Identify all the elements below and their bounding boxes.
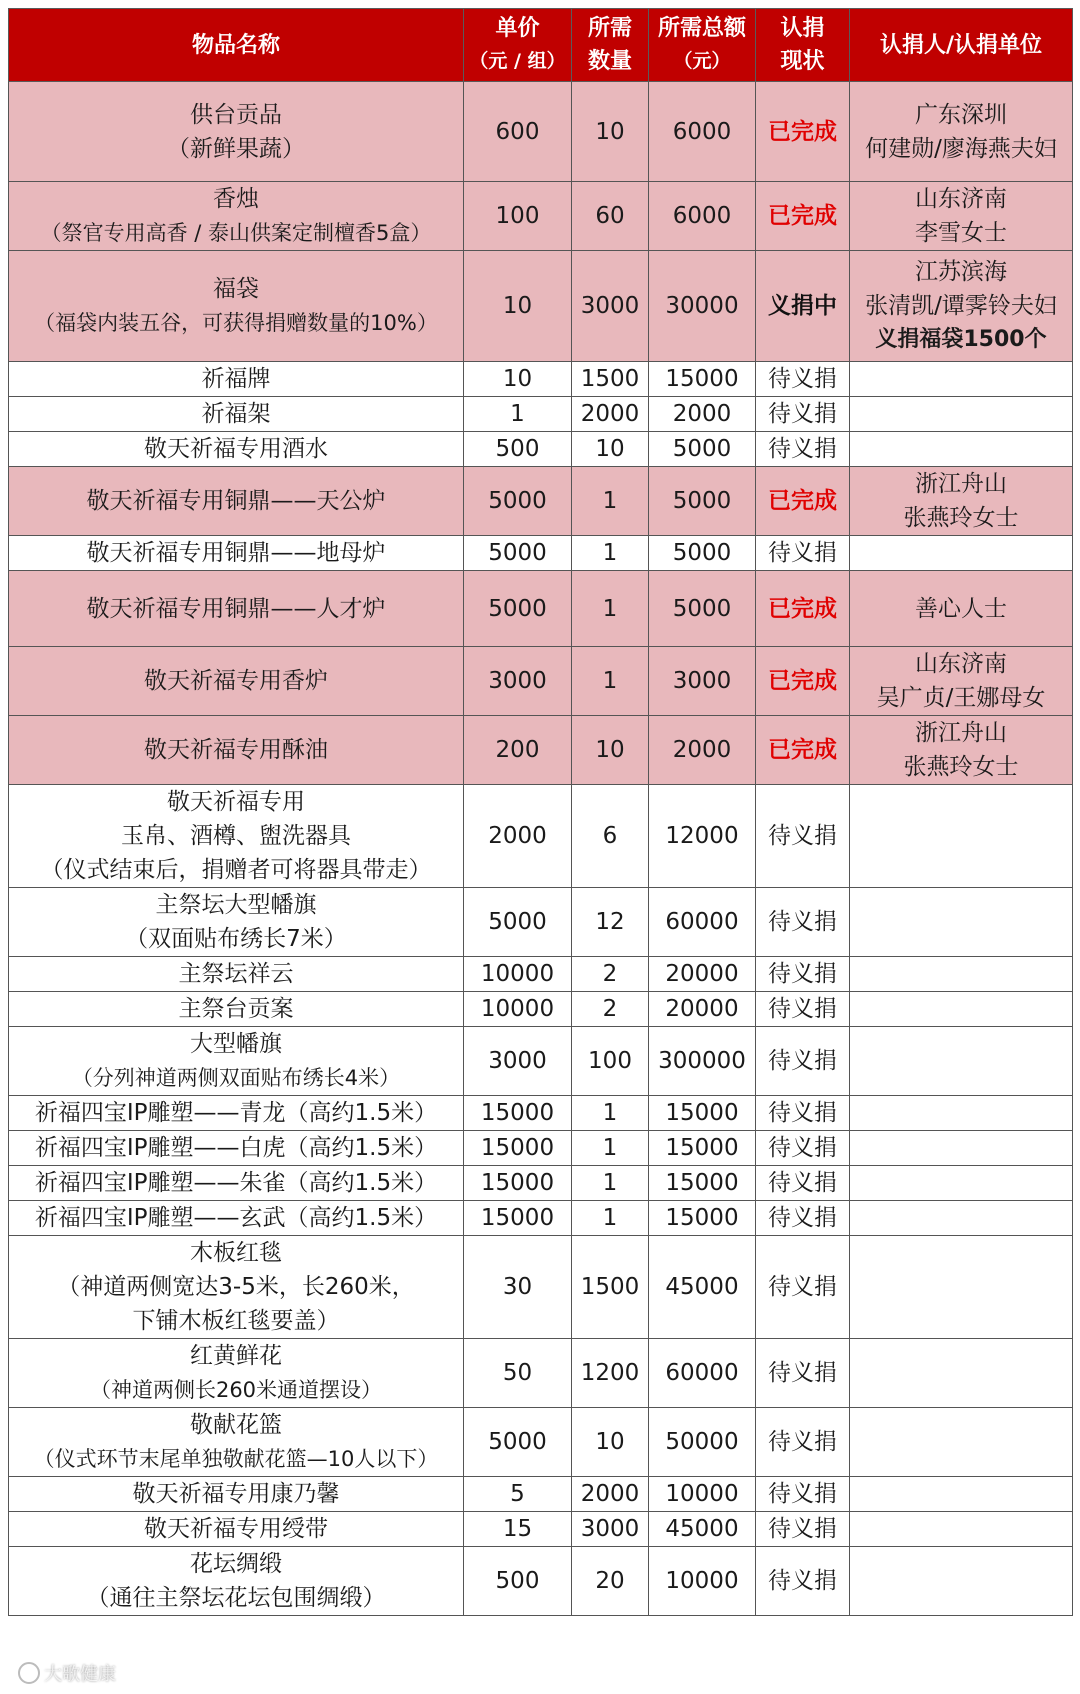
item-name-line: （仪式环节末尾单独敬献花篮—10人以下） (33, 1447, 439, 1471)
donation-table-wrapper (8, 8, 1072, 1616)
status-cell (756, 467, 850, 536)
item-name-cell (9, 1166, 464, 1201)
table-header-row (9, 9, 1073, 82)
donor-line: 张清凯/谭霁铃夫妇 (865, 293, 1057, 319)
donor-cell (850, 888, 1073, 957)
status-cell (756, 571, 850, 647)
status-cell (756, 1477, 850, 1512)
unit-price-cell: 5000 (464, 571, 572, 647)
donor-cell (850, 362, 1073, 397)
item-name-line: 敬天祈福专用 (167, 789, 305, 815)
item-name-cell (9, 467, 464, 536)
item-name-line: 花坛绸缎 (190, 1551, 282, 1577)
donor-line: 山东济南 (915, 651, 1007, 677)
table-row (9, 888, 1073, 957)
donor-line: 山东济南 (915, 186, 1007, 212)
item-name-line: 祈福架 (201, 401, 271, 427)
status-cell (756, 251, 850, 362)
quantity-cell: 1 (572, 1096, 649, 1131)
item-name-line: （祭官专用高香 / 泰山供案定制檀香5盒） (40, 221, 432, 245)
unit-price-cell: 200 (464, 716, 572, 785)
item-name-cell (9, 716, 464, 785)
item-name-line: （双面贴布绣长7米） (125, 926, 347, 952)
table-row (9, 785, 1073, 888)
donor-cell (850, 1408, 1073, 1477)
donor-cell (850, 467, 1073, 536)
quantity-cell: 1 (572, 647, 649, 716)
table-row (9, 1408, 1073, 1477)
header-quantity-line: 数量 (587, 49, 632, 74)
item-name-cell (9, 888, 464, 957)
item-name-cell (9, 1096, 464, 1131)
status-badge: 待义捐 (768, 823, 837, 849)
item-name-line: （通往主祭坛花坛包围绸缎） (86, 1585, 386, 1611)
table-row (9, 716, 1073, 785)
donor-cell (850, 1236, 1073, 1339)
status-badge: 待义捐 (768, 1481, 837, 1507)
header-quantity (572, 9, 649, 82)
unit-price-cell: 30 (464, 1236, 572, 1339)
donor-cell (850, 647, 1073, 716)
quantity-cell: 12 (572, 888, 649, 957)
donor-cell (850, 182, 1073, 251)
item-name-line: 祈福四宝IP雕塑——青龙（高约1.5米） (34, 1100, 438, 1126)
unit-price-cell: 5000 (464, 536, 572, 571)
table-row (9, 1339, 1073, 1408)
quantity-cell: 1500 (572, 362, 649, 397)
donor-cell (850, 1027, 1073, 1096)
status-badge: 义捐中 (768, 293, 837, 319)
donor-line: 广东深圳 (915, 101, 1007, 128)
item-name-cell (9, 1131, 464, 1166)
status-badge: 待义捐 (768, 996, 837, 1022)
unit-price-cell: 5000 (464, 888, 572, 957)
item-name-cell (9, 362, 464, 397)
unit-price-cell: 1 (464, 397, 572, 432)
item-name-line: （神道两侧宽达3-5米，长260米， (57, 1274, 415, 1300)
item-name-cell (9, 432, 464, 467)
status-badge: 待义捐 (768, 401, 837, 427)
status-badge: 待义捐 (768, 961, 837, 987)
status-badge: 待义捐 (768, 1205, 837, 1231)
unit-price-cell: 3000 (464, 647, 572, 716)
table-row (9, 397, 1073, 432)
unit-price-cell: 10000 (464, 992, 572, 1027)
status-badge: 待义捐 (768, 1568, 837, 1594)
donor-cell (850, 571, 1073, 647)
donor-cell (850, 432, 1073, 467)
donor-cell (850, 536, 1073, 571)
donor-cell (850, 1477, 1073, 1512)
quantity-cell: 2000 (572, 1477, 649, 1512)
table-row (9, 647, 1073, 716)
quantity-cell: 1 (572, 467, 649, 536)
item-name-line: 主祭台贡案 (178, 996, 294, 1022)
status-cell (756, 785, 850, 888)
status-cell (756, 1408, 850, 1477)
table-row (9, 1547, 1073, 1616)
status-cell (756, 957, 850, 992)
quantity-cell: 2 (572, 957, 649, 992)
total-cell: 15000 (649, 1131, 756, 1166)
header-status-line: 认捐 (780, 16, 825, 41)
total-cell: 15000 (649, 362, 756, 397)
total-cell: 20000 (649, 992, 756, 1027)
quantity-cell: 60 (572, 182, 649, 251)
total-cell: 2000 (649, 397, 756, 432)
status-badge: 已完成 (768, 668, 837, 694)
status-badge: 待义捐 (768, 1429, 837, 1455)
quantity-cell: 1 (572, 1166, 649, 1201)
item-name-cell (9, 82, 464, 182)
total-cell: 300000 (649, 1027, 756, 1096)
donor-cell (850, 1096, 1073, 1131)
quantity-cell: 10 (572, 716, 649, 785)
item-name-cell (9, 785, 464, 888)
header-unit-price-line: 单价 (495, 16, 540, 41)
item-name-cell (9, 1408, 464, 1477)
item-name-line: 敬天祈福专用铜鼎——天公炉 (86, 488, 386, 514)
status-cell (756, 1236, 850, 1339)
item-name-line: 福袋 (213, 276, 259, 302)
quantity-cell: 3000 (572, 1512, 649, 1547)
donor-line: 浙江舟山 (915, 720, 1007, 746)
total-cell: 45000 (649, 1236, 756, 1339)
table-row (9, 362, 1073, 397)
unit-price-cell: 15000 (464, 1166, 572, 1201)
item-name-cell (9, 647, 464, 716)
table-row (9, 571, 1073, 647)
unit-price-cell: 5000 (464, 467, 572, 536)
status-badge: 待义捐 (768, 1360, 837, 1386)
header-item-name (9, 9, 464, 82)
item-name-line: 下铺木板红毯要盖） (132, 1308, 340, 1334)
item-name-line: 敬天祈福专用香炉 (144, 668, 328, 694)
status-cell (756, 992, 850, 1027)
item-name-line: （新鲜果蔬） (167, 135, 305, 162)
header-total-line: 所需总额 (657, 16, 746, 41)
status-badge: 已完成 (768, 118, 837, 145)
unit-price-cell: 10 (464, 251, 572, 362)
unit-price-cell: 50 (464, 1339, 572, 1408)
status-cell (756, 1166, 850, 1201)
header-status-line: 现状 (780, 49, 825, 74)
status-badge: 已完成 (768, 737, 837, 763)
total-cell: 6000 (649, 82, 756, 182)
quantity-cell: 1 (572, 571, 649, 647)
watermark-logo-icon (18, 1662, 40, 1684)
status-cell (756, 716, 850, 785)
item-name-cell (9, 1339, 464, 1408)
table-row (9, 467, 1073, 536)
item-name-cell (9, 1201, 464, 1236)
status-cell (756, 1339, 850, 1408)
status-badge: 待义捐 (768, 1170, 837, 1196)
donor-line: 张燕玲女士 (903, 754, 1019, 780)
total-cell: 5000 (649, 432, 756, 467)
quantity-cell: 6 (572, 785, 649, 888)
unit-price-cell: 100 (464, 182, 572, 251)
donor-cell (850, 1201, 1073, 1236)
status-badge: 待义捐 (768, 1274, 837, 1300)
item-name-line: 大型幡旗 (190, 1031, 282, 1057)
total-cell: 30000 (649, 251, 756, 362)
header-total (649, 9, 756, 82)
donor-line: 善心人士 (915, 595, 1007, 622)
donor-line: 浙江舟山 (915, 471, 1007, 497)
watermark (18, 1660, 116, 1686)
item-name-line: 敬天祈福专用酒水 (144, 436, 328, 462)
item-name-line: 主祭坛祥云 (178, 961, 294, 987)
item-name-line: 玉帛、酒樽、盥洗器具 (121, 823, 351, 849)
watermark-text: 大歌健康 (44, 1664, 116, 1685)
status-cell (756, 1131, 850, 1166)
total-cell: 5000 (649, 571, 756, 647)
unit-price-cell: 15000 (464, 1131, 572, 1166)
total-cell: 10000 (649, 1547, 756, 1616)
header-donor (850, 9, 1073, 82)
total-cell: 2000 (649, 716, 756, 785)
donor-cell (850, 716, 1073, 785)
quantity-cell: 1 (572, 536, 649, 571)
donor-cell (850, 1547, 1073, 1616)
item-name-line: 敬献花篮 (190, 1412, 282, 1438)
status-cell (756, 647, 850, 716)
total-cell: 45000 (649, 1512, 756, 1547)
total-cell: 20000 (649, 957, 756, 992)
status-badge: 待义捐 (768, 1100, 837, 1126)
table-row (9, 251, 1073, 362)
status-cell (756, 1201, 850, 1236)
item-name-line: 供台贡品 (190, 101, 282, 128)
table-row (9, 536, 1073, 571)
table-row (9, 1201, 1073, 1236)
unit-price-cell: 3000 (464, 1027, 572, 1096)
status-badge: 待义捐 (768, 1048, 837, 1074)
item-name-line: 香烛 (213, 186, 259, 212)
unit-price-cell: 5000 (464, 1408, 572, 1477)
quantity-cell: 100 (572, 1027, 649, 1096)
item-name-cell (9, 251, 464, 362)
status-cell (756, 1027, 850, 1096)
status-cell (756, 536, 850, 571)
item-name-line: 祈福牌 (201, 366, 271, 392)
quantity-cell: 10 (572, 432, 649, 467)
status-cell (756, 82, 850, 182)
item-name-line: （分列神道两侧双面贴布绣长4米） (71, 1066, 401, 1090)
total-cell: 60000 (649, 888, 756, 957)
header-unit-price-line: （元 / 组） (469, 50, 566, 72)
donor-cell (850, 397, 1073, 432)
item-name-line: （神道两侧长260米通道摆设） (89, 1378, 383, 1402)
status-badge: 待义捐 (768, 540, 837, 566)
table-row (9, 1236, 1073, 1339)
unit-price-cell: 500 (464, 1547, 572, 1616)
unit-price-cell: 2000 (464, 785, 572, 888)
quantity-cell: 20 (572, 1547, 649, 1616)
table-row (9, 1131, 1073, 1166)
status-cell (756, 1547, 850, 1616)
total-cell: 15000 (649, 1166, 756, 1201)
unit-price-cell: 5 (464, 1477, 572, 1512)
status-badge: 待义捐 (768, 366, 837, 392)
status-cell (756, 888, 850, 957)
donor-cell (850, 1339, 1073, 1408)
quantity-cell: 2 (572, 992, 649, 1027)
status-cell (756, 1096, 850, 1131)
quantity-cell: 1 (572, 1131, 649, 1166)
unit-price-cell: 10000 (464, 957, 572, 992)
item-name-cell (9, 957, 464, 992)
item-name-line: （仪式结束后，捐赠者可将器具带走） (40, 857, 432, 883)
unit-price-cell: 15000 (464, 1201, 572, 1236)
donor-cell (850, 1131, 1073, 1166)
item-name-line: （福袋内装五谷，可获得捐赠数量的10%） (34, 311, 438, 335)
table-row (9, 1166, 1073, 1201)
item-name-line: 敬天祈福专用铜鼎——人才炉 (86, 595, 386, 622)
donor-cell (850, 785, 1073, 888)
item-name-cell (9, 571, 464, 647)
status-cell (756, 1512, 850, 1547)
status-badge: 已完成 (768, 203, 837, 229)
donor-cell (850, 957, 1073, 992)
table-row (9, 1477, 1073, 1512)
item-name-line: 木板红毯 (190, 1240, 282, 1266)
status-badge: 待义捐 (768, 1135, 837, 1161)
total-cell: 5000 (649, 536, 756, 571)
unit-price-cell: 15 (464, 1512, 572, 1547)
item-name-line: 敬天祈福专用酥油 (144, 737, 328, 763)
unit-price-cell: 500 (464, 432, 572, 467)
donor-cell (850, 992, 1073, 1027)
status-badge: 待义捐 (768, 436, 837, 462)
item-name-line: 敬天祈福专用铜鼎——地母炉 (86, 540, 386, 566)
table-row (9, 82, 1073, 182)
header-total-line: （元） (673, 50, 731, 72)
item-name-line: 红黄鲜花 (190, 1343, 282, 1369)
header-quantity-line: 所需 (587, 16, 632, 41)
status-cell (756, 397, 850, 432)
table-row (9, 957, 1073, 992)
total-cell: 12000 (649, 785, 756, 888)
donor-line: 李雪女士 (915, 220, 1007, 246)
total-cell: 5000 (649, 467, 756, 536)
item-name-cell (9, 182, 464, 251)
donor-line: 义捐福袋1500个 (875, 327, 1047, 352)
item-name-line: 祈福四宝IP雕塑——白虎（高约1.5米） (34, 1135, 438, 1161)
donor-line: 何建勋/廖海燕夫妇 (865, 135, 1057, 162)
quantity-cell: 2000 (572, 397, 649, 432)
item-name-cell (9, 1027, 464, 1096)
status-badge: 待义捐 (768, 909, 837, 935)
item-name-line: 祈福四宝IP雕塑——玄武（高约1.5米） (34, 1205, 438, 1231)
item-name-cell (9, 1512, 464, 1547)
table-row (9, 992, 1073, 1027)
item-name-line: 敬天祈福专用绶带 (144, 1516, 328, 1542)
header-item-name-line: 物品名称 (191, 32, 280, 58)
table-row (9, 182, 1073, 251)
status-badge: 已完成 (768, 488, 837, 514)
total-cell: 3000 (649, 647, 756, 716)
donor-line: 江苏滨海 (915, 259, 1007, 285)
unit-price-cell: 15000 (464, 1096, 572, 1131)
status-cell (756, 182, 850, 251)
total-cell: 60000 (649, 1339, 756, 1408)
table-row (9, 1096, 1073, 1131)
quantity-cell: 10 (572, 1408, 649, 1477)
item-name-cell (9, 536, 464, 571)
donor-cell (850, 82, 1073, 182)
donor-cell (850, 1512, 1073, 1547)
header-unit-price (464, 9, 572, 82)
item-name-cell (9, 1236, 464, 1339)
table-row (9, 1027, 1073, 1096)
unit-price-cell: 600 (464, 82, 572, 182)
status-cell (756, 362, 850, 397)
status-badge: 待义捐 (768, 1516, 837, 1542)
table-body (9, 82, 1073, 1616)
item-name-line: 祈福四宝IP雕塑——朱雀（高约1.5米） (34, 1170, 438, 1196)
item-name-cell (9, 992, 464, 1027)
total-cell: 50000 (649, 1408, 756, 1477)
table-row (9, 432, 1073, 467)
table-row (9, 1512, 1073, 1547)
status-badge: 已完成 (768, 595, 837, 622)
item-name-line: 主祭坛大型幡旗 (155, 892, 317, 918)
donor-cell (850, 251, 1073, 362)
unit-price-cell: 10 (464, 362, 572, 397)
item-name-cell (9, 397, 464, 432)
item-name-cell (9, 1477, 464, 1512)
header-donor-line: 认捐人/认捐单位 (879, 32, 1043, 58)
total-cell: 6000 (649, 182, 756, 251)
quantity-cell: 1200 (572, 1339, 649, 1408)
total-cell: 10000 (649, 1477, 756, 1512)
item-name-cell (9, 1547, 464, 1616)
total-cell: 15000 (649, 1096, 756, 1131)
item-name-line: 敬天祈福专用康乃馨 (132, 1481, 340, 1507)
total-cell: 15000 (649, 1201, 756, 1236)
header-status (756, 9, 850, 82)
quantity-cell: 1500 (572, 1236, 649, 1339)
donor-line: 张燕玲女士 (903, 505, 1019, 531)
quantity-cell: 1 (572, 1201, 649, 1236)
quantity-cell: 10 (572, 82, 649, 182)
donor-line: 吴广贞/王娜母女 (876, 685, 1046, 711)
donation-items-table (8, 8, 1073, 1616)
quantity-cell: 3000 (572, 251, 649, 362)
status-cell (756, 432, 850, 467)
donor-cell (850, 1166, 1073, 1201)
